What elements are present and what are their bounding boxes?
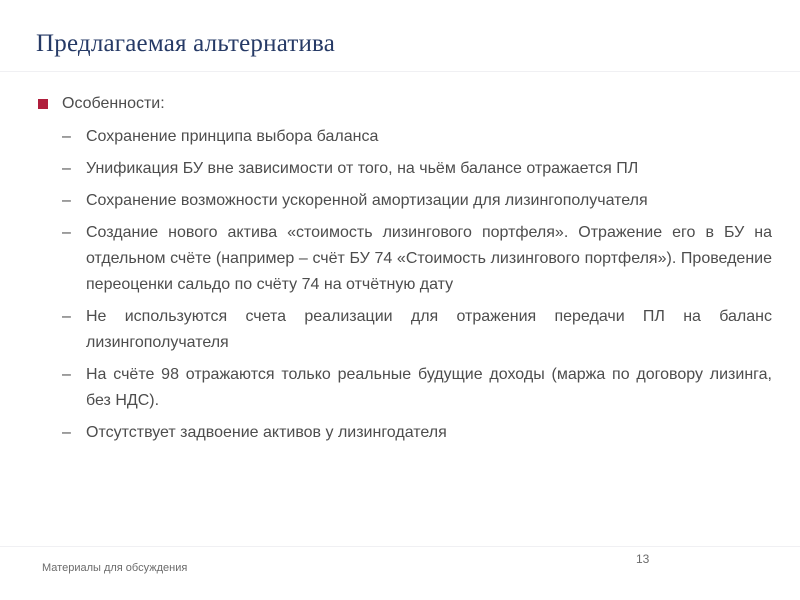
- list-item-text: Сохранение принципа выбора баланса: [86, 128, 379, 145]
- dash-bullet-icon: –: [62, 224, 71, 241]
- dash-bullet-icon: –: [62, 160, 71, 177]
- dash-bullet-icon: –: [62, 366, 71, 383]
- square-bullet-icon: [38, 99, 48, 109]
- list-item: [36, 188, 772, 214]
- list-item-text: Сохранение возможности ускоренной амортизации для лизингополучателя: [86, 192, 648, 209]
- bullet-list: [36, 124, 772, 446]
- list-item-text: На счёте 98 отражаются только реальные будущие доходы (маржа по договору лизинга, без НДС).: [86, 366, 772, 409]
- list-item-text: Не используются счета реализации для отражения передачи ПЛ на баланс лизингополучателя: [86, 308, 772, 351]
- dash-bullet-icon: –: [62, 308, 71, 325]
- dash-bullet-icon: –: [62, 424, 71, 441]
- footer-label: Материалы для обсуждения: [42, 562, 188, 574]
- dash-bullet-icon: –: [62, 128, 71, 145]
- list-item-text: Создание нового актива «стоимость лизингового портфеля». Отражение его в БУ на отдельном счёте (например – счёт БУ 74 «Стоимость лизингового портфеля»). Проведение переоценки сальдо по счёту 74 на отчётную дату: [86, 224, 772, 293]
- page-number: 13: [636, 552, 650, 566]
- list-item: [36, 220, 772, 298]
- dash-bullet-icon: –: [62, 192, 71, 209]
- bullet-header-label: Особенности:: [62, 95, 165, 112]
- slide-body: [36, 94, 772, 452]
- list-item: [36, 124, 772, 150]
- list-item-text: Отсутствует задвоение активов у лизингодателя: [86, 424, 447, 441]
- list-item: [36, 304, 772, 356]
- list-item: [36, 156, 772, 182]
- bullet-header: [36, 94, 772, 114]
- list-item: [36, 420, 772, 446]
- title-divider: [0, 71, 800, 72]
- footer-divider: [0, 546, 800, 547]
- slide-title: Предлагаемая альтернатива: [36, 30, 336, 57]
- list-item-text: Унификация БУ вне зависимости от того, на чьём балансе отражается ПЛ: [86, 160, 639, 177]
- list-item: [36, 362, 772, 414]
